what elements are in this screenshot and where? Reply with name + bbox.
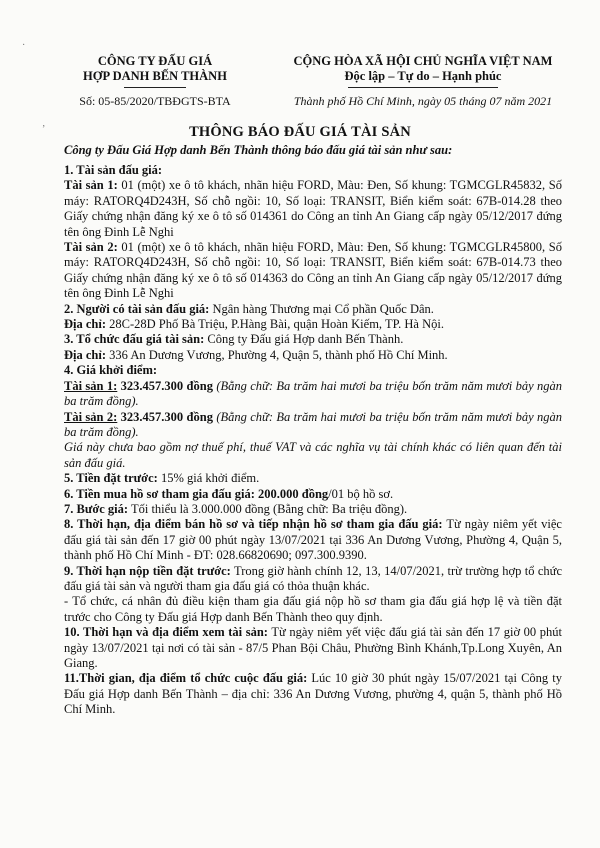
section-text: Trong giờ hành chính 12, 13, 14/07/2021, trừ trường hợp tổ chức đấu giá tài sản và người tham gia đấu giá có thỏa thuận khác.	[64, 563, 562, 593]
document-subtitle: Công ty Đấu Giá Hợp danh Bến Thành thông báo đấu giá tài sản như sau:	[64, 143, 453, 157]
section-8	[64, 517, 562, 563]
divider	[348, 87, 498, 88]
phone-numbers: 028.66820690; 097.300.9390	[216, 548, 364, 563]
section-label: 3. Tổ chức đấu giá tài sản:	[64, 332, 205, 347]
address-label: Địa chỉ:	[64, 317, 107, 332]
section-3	[64, 332, 562, 347]
section-text: Từ ngày niêm yết việc đấu giá tài sản đến 17 giờ 00 phút ngày 13/07/2021 tại 336 An Dương Vương, Phường 4, Quận 5, thành phố Hồ Chí Minh - ĐT:	[64, 517, 562, 563]
price-label: Tài sản 1:	[64, 378, 118, 393]
asset-2-paragraph	[64, 240, 562, 302]
section-text: Lúc 10 giờ 30 phút ngày 15/07/2021 tại Công ty Đấu giá Hợp danh Bến Thành – địa chỉ: 336 An Dương Vương, phường 4, quận 5, thành phố Hồ Chí Minh.	[64, 671, 562, 717]
document-title: THÔNG BÁO ĐẤU GIÁ TÀI SẢN	[189, 124, 411, 140]
section-text: /01 bộ hồ sơ.	[328, 486, 394, 501]
national-header	[268, 54, 578, 109]
section-text: Công ty Đấu giá Hợp danh Bến Thành.	[204, 332, 404, 347]
fee-value: 200.000 đồng	[254, 486, 329, 501]
price-note: Giá này chưa bao gồm nợ thuế phí, thuế VAT và các nghĩa vụ tài chính khác có liên quan đến tài sản đấu giá.	[64, 440, 562, 470]
address-text: 336 An Dương Vương, Phường 4, Quận 5, thành phố Hồ Chí Minh.	[106, 347, 448, 362]
section-7	[64, 502, 562, 517]
section-label: 11.Thời gian, địa điểm tổ chức cuộc đấu giá:	[64, 671, 308, 686]
issuer-block	[55, 54, 255, 109]
section-text: Từ ngày niêm yết việc đấu giá tài sản đến 17 giờ 00 phút ngày 13/07/2021 tại nơi có tài sản - 87/5 Phan Bội Châu, Phường Bình Khánh,Tp.Long Xuyên, An Giang.	[64, 625, 562, 670]
section-text: Tối thiểu là 3.000.000 đồng (Bằng chữ: Ba triệu đồng).	[128, 501, 408, 516]
section-label: 7. Bước giá:	[64, 501, 129, 516]
asset-description: 01 (một) xe ô tô khách, nhãn hiệu FORD, Màu: Đen, Số khung: TGMCGLR45832, Số máy: RATORQ4D243H, Số chỗ ngồi: 10, Số loại: TRANSIT, Biển kiểm soát: 67B-014.28 theo Giấy chứng nhận đăng ký xe ô tô số 014361 do Công an tỉnh An Giang cấp ngày 05/12/2017 đứng tên ông Đinh Lễ Nghi	[64, 178, 562, 239]
section-11	[64, 671, 562, 717]
price-in-words: (Bằng chữ: Ba trăm hai mươi ba triệu bốn trăm năm mươi bảy ngàn ba trăm đồng).	[64, 409, 563, 439]
section-label: 10. Thời hạn và địa điểm xem tài sản:	[64, 625, 268, 640]
asset-label: Tài sản 1:	[64, 178, 118, 193]
section-heading: 4. Giá khởi điểm:	[64, 363, 158, 378]
issuer-name-line1: CÔNG TY ĐẤU GIÁ	[97, 54, 213, 68]
price-2-paragraph	[64, 410, 562, 441]
section-2-address	[64, 317, 562, 332]
section-label: 9. Thời hạn nộp tiền đặt trước:	[64, 563, 231, 578]
document-body	[64, 163, 562, 718]
asset-1-paragraph	[64, 178, 562, 240]
asset-label: Tài sản 2:	[64, 240, 118, 255]
scan-mark: ‚	[42, 118, 46, 129]
price-in-words: (Bằng chữ: Ba trăm hai mươi ba triệu bốn trăm năm mươi bảy ngàn ba trăm đồng).	[64, 378, 563, 409]
issuer-name-line2: HỢP DANH BẾN THÀNH	[83, 69, 227, 83]
section-2	[64, 302, 562, 317]
section-heading: 1. Tài sản đấu giá:	[64, 163, 163, 177]
place-date: Thành phố Hồ Chí Minh, ngày 05 tháng 07 năm 2021	[293, 94, 553, 108]
section-9-note: - Tổ chức, cá nhân đủ điều kiện tham gia đấu giá nộp hồ sơ tham gia đấu giá hợp lệ và tiền đặt trước cho Công ty Đấu giá Hợp danh Bến Thành theo quy định.	[64, 594, 562, 624]
nation-title: CỘNG HÒA XÃ HỘI CHỦ NGHĨA VIỆT NAM	[293, 54, 553, 68]
section-1-heading	[64, 163, 562, 178]
address-label: Địa chỉ:	[64, 347, 107, 362]
price-label: Tài sản 2:	[64, 409, 118, 424]
section-6	[64, 487, 562, 502]
section-label: 2. Người có tài sản đấu giá:	[64, 301, 210, 316]
asset-description: 01 (một) xe ô tô khách, nhãn hiệu FORD, Màu: Đen, Số khung: TGMCGLR45800, Số máy: RATORQ4D243H, Số chỗ ngồi: 10, Số loại: TRANSIT, Biển kiểm soát: 67B-014.73 theo Giấy chứng nhận đăng ký xe ô tô số 014363 do Công an tỉnh An Giang cấp ngày 05/12/2017 đứng tên ông Đinh Lễ Nghi	[64, 240, 562, 301]
section-5	[64, 471, 562, 486]
national-motto: Độc lập – Tự do – Hạnh phúc	[344, 69, 502, 83]
price-value: 323.457.300 đồng	[117, 378, 213, 393]
document-number: Số: 05-85/2020/TBĐGTS-BTA	[79, 94, 231, 108]
section-text: .	[363, 548, 367, 563]
price-1-paragraph	[64, 379, 562, 410]
section-text: Ngân hàng Thương mại Cổ phần Quốc Dân.	[209, 301, 434, 316]
section-label: 8. Thời hạn, địa điểm bán hồ sơ và tiếp nhận hồ sơ tham gia đấu giá:	[64, 517, 443, 532]
address-text: 28C-28D Phố Bà Triệu, P.Hàng Bài, quận Hoàn Kiếm, TP. Hà Nội.	[106, 317, 444, 332]
section-9	[64, 564, 562, 595]
price-value: 323.457.300 đồng	[117, 409, 213, 424]
section-label: 6. Tiền mua hồ sơ tham gia đấu giá:	[64, 486, 255, 501]
divider	[124, 87, 186, 88]
section-10	[64, 625, 562, 671]
section-4-heading	[64, 363, 562, 378]
section-text: 15% giá khởi điểm.	[157, 471, 260, 486]
section-label: 5. Tiền đặt trước:	[64, 471, 158, 486]
scan-mark: ·	[22, 40, 26, 51]
section-3-address	[64, 348, 562, 363]
